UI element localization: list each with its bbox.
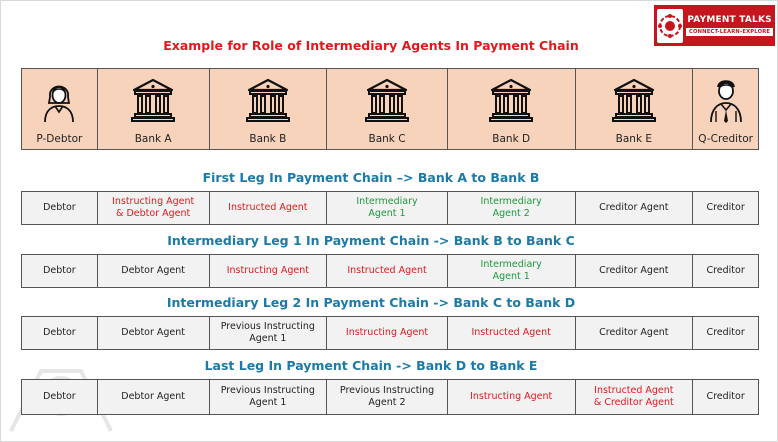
role-cell <box>98 317 210 349</box>
role-label: Instructing Agent <box>226 265 309 276</box>
logo-title: PAYMENT TALKS <box>687 15 772 25</box>
role-label: Instructing Agent <box>470 391 553 402</box>
role-cell <box>98 192 210 224</box>
bank-label: Bank C <box>368 133 406 145</box>
role-cell <box>210 317 328 349</box>
role-label: Creditor <box>706 265 745 276</box>
role-cell <box>22 255 98 287</box>
role-cell <box>210 255 328 287</box>
role-cell <box>98 255 210 287</box>
role-label: Intermediary Agent 2 <box>480 196 542 219</box>
bank-label: P-Debtor <box>36 133 83 145</box>
leg-row-3 <box>21 316 759 350</box>
role-label: Debtor <box>43 391 76 402</box>
role-cell <box>693 255 758 287</box>
role-cell <box>210 380 328 414</box>
logo-tagline: CONNECT-LEARN-EXPLORE <box>686 28 773 36</box>
role-cell <box>693 192 758 224</box>
role-label: Previous Instructing Agent 1 <box>220 321 315 344</box>
bank-label: Bank D <box>492 133 531 145</box>
role-cell <box>22 317 98 349</box>
bank-chain-row <box>21 68 759 150</box>
bank-cell-q-creditor <box>693 69 758 149</box>
role-label: Instructing Agent & Debtor Agent <box>112 196 195 219</box>
bank-icon <box>364 77 410 133</box>
bank-cell-bank c <box>327 69 448 149</box>
bank-icon <box>130 77 176 133</box>
role-cell <box>576 380 694 414</box>
leg-row-1 <box>21 191 759 225</box>
role-label: Instructed Agent & Creditor Agent <box>593 385 674 408</box>
bank-icon <box>611 77 657 133</box>
role-label: Debtor <box>43 202 76 213</box>
role-cell <box>693 380 758 414</box>
role-cell <box>327 192 448 224</box>
bank-cell-bank d <box>448 69 576 149</box>
role-cell <box>210 192 328 224</box>
role-label: Instructed Agent <box>471 327 551 338</box>
role-cell <box>22 192 98 224</box>
person-male-icon <box>708 77 744 133</box>
role-label: Previous Instructing Agent 2 <box>339 385 435 408</box>
bank-cell-bank a <box>98 69 210 149</box>
bank-label: Bank E <box>615 133 653 145</box>
role-cell <box>98 380 210 414</box>
role-label: Creditor Agent <box>599 327 669 338</box>
role-cell <box>448 192 576 224</box>
role-label: Instructing Agent <box>345 327 429 338</box>
role-cell <box>448 380 576 414</box>
bank-cell-p-debtor <box>22 69 98 149</box>
role-cell <box>576 317 694 349</box>
role-label: Debtor Agent <box>121 265 186 276</box>
bank-label: Bank B <box>249 133 287 145</box>
role-label: Debtor Agent <box>121 391 186 402</box>
role-label: Intermediary Agent 1 <box>480 259 542 282</box>
leg-title-2: Intermediary Leg 1 In Payment Chain -> Bank B to Bank C <box>167 233 575 248</box>
leg-row-4 <box>21 379 759 415</box>
role-label: Previous Instructing Agent 1 <box>220 385 315 408</box>
bank-label: Q-Creditor <box>698 133 753 145</box>
role-cell <box>327 255 448 287</box>
role-label: Debtor Agent <box>121 327 186 338</box>
role-cell <box>448 317 576 349</box>
role-label: Instructed Agent <box>228 202 308 213</box>
role-label: Creditor <box>706 327 745 338</box>
bank-cell-bank e <box>576 69 694 149</box>
role-cell <box>22 380 98 414</box>
role-cell <box>448 255 576 287</box>
person-female-icon <box>42 79 76 133</box>
page-title: Example for Role of Intermediary Agents In Payment Chain <box>163 38 579 53</box>
role-label: Intermediary Agent 1 <box>356 196 418 219</box>
bank-cell-bank b <box>210 69 328 149</box>
bank-icon <box>488 77 534 133</box>
leg-title-1: First Leg In Payment Chain –> Bank A to Bank B <box>202 170 540 185</box>
role-label: Instructed Agent <box>347 265 427 276</box>
leg-title-4: Last Leg In Payment Chain -> Bank D to Bank E <box>204 358 538 373</box>
role-cell <box>576 192 694 224</box>
role-label: Creditor Agent <box>599 202 669 213</box>
role-cell <box>576 255 694 287</box>
role-cell <box>327 380 448 414</box>
role-cell <box>693 317 758 349</box>
role-label: Creditor Agent <box>599 265 669 276</box>
leg-row-2 <box>21 254 759 288</box>
role-label: Creditor <box>706 391 745 402</box>
role-label: Debtor <box>43 327 76 338</box>
leg-title-3: Intermediary Leg 2 In Payment Chain -> Bank C to Bank D <box>166 295 576 310</box>
bank-icon <box>245 77 291 133</box>
role-label: Debtor <box>43 265 76 276</box>
bank-label: Bank A <box>134 133 172 145</box>
role-label: Creditor <box>706 202 745 213</box>
role-cell <box>327 317 448 349</box>
